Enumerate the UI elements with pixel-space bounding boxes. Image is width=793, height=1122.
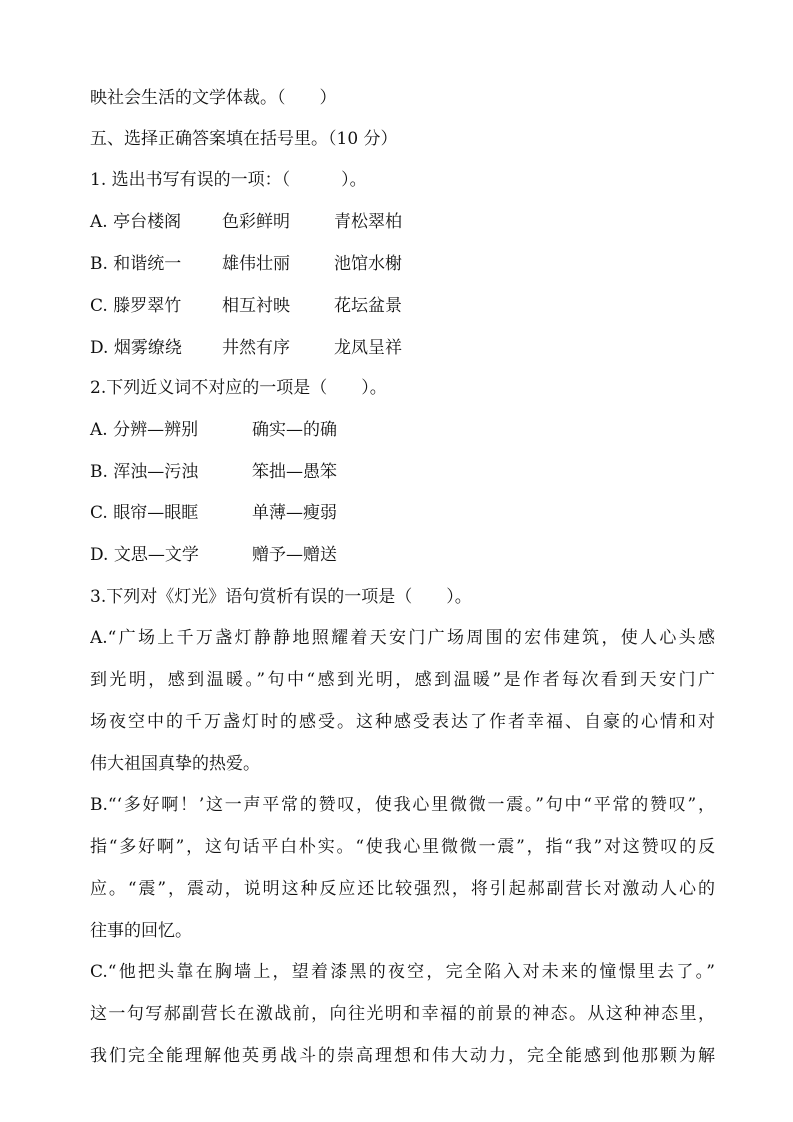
option-item: 确实—的确 <box>252 420 337 440</box>
q1-option-b <box>90 252 715 276</box>
paragraph-line: 指“多好啊”，这句话平白朴实。“使我心里微微一震”，指“我”对这赞叹的反 <box>90 837 715 857</box>
paragraph-line: 到光明，感到温暖。”句中“感到光明，感到温暖”是作者每次看到天安门广 <box>90 670 715 690</box>
option-item: 青松翠柏 <box>334 212 402 232</box>
paragraph-line: 伟大祖国真挚的热爱。 <box>90 754 260 774</box>
section-heading: 五、选择正确答案填在括号里。（10 分） <box>90 129 398 149</box>
option-item: 雄伟壮丽 <box>222 254 290 274</box>
option-item: A. 亭台楼阁 <box>90 212 182 232</box>
paragraph-line: 场夜空中的千万盏灯时的感受。这种感受表达了作者幸福、自豪的心情和对 <box>90 712 715 732</box>
option-item: B. 和谐统一 <box>90 254 182 274</box>
paragraph-line: 往事的回忆。 <box>90 921 192 941</box>
option-item: 井然有序 <box>222 338 290 358</box>
paragraph-line: B.“‘多好啊！’这一声平常的赞叹，使我心里微微一震。”句中“平常的赞叹”， <box>90 795 715 815</box>
paragraph-line: 我们完全能理解他英勇战斗的崇高理想和伟大动力，完全能感到他那颗为解 <box>90 1046 715 1066</box>
paragraph-line: 应。“震”，震动，说明这种反应还比较强烈，将引起郝副营长对激动人心的 <box>90 879 715 899</box>
option-item: 赠予—赠送 <box>252 545 337 565</box>
option-item: D. 文思—文学 <box>90 545 199 565</box>
option-item: 色彩鲜明 <box>222 212 290 232</box>
question-2: 2.下列近义词不对应的一项是（ ）。 <box>90 378 387 398</box>
q1-option-d <box>90 336 715 360</box>
paragraph-line: C.“他把头靠在胸墙上，望着漆黑的夜空，完全陷入对未来的憧憬里去了。” <box>90 962 715 982</box>
paragraph-line: 这一句写郝副营长在激战前，向往光明和幸福的前景的神态。从这种神态里， <box>90 1004 715 1024</box>
question-1: 1. 选出书写有误的一项：（ ）。 <box>90 170 367 190</box>
text-line: 映社会生活的文学体裁。（ ） <box>90 88 337 108</box>
q2-option-b <box>90 460 715 484</box>
q2-option-c <box>90 501 715 525</box>
option-item: 龙凤呈祥 <box>334 338 402 358</box>
option-item: C. 眼帘—眼眶 <box>90 503 199 523</box>
q2-option-a <box>90 418 715 442</box>
option-item: A. 分辨—辨别 <box>90 420 199 440</box>
option-item: 花坛盆景 <box>334 296 402 316</box>
q1-option-c <box>90 294 715 318</box>
q1-option-a <box>90 210 715 234</box>
option-item: C. 滕罗翠竹 <box>90 296 182 316</box>
option-item: 单薄—瘦弱 <box>252 503 337 523</box>
option-item: 笨拙—愚笨 <box>252 462 337 482</box>
option-item: 相互衬映 <box>222 296 290 316</box>
q2-option-d <box>90 543 715 567</box>
option-item: 池馆水榭 <box>334 254 402 274</box>
option-item: D. 烟雾缭绕 <box>90 338 182 358</box>
option-item: B. 浑浊—污浊 <box>90 462 199 482</box>
question-3: 3.下列对《灯光》语句赏析有误的一项是（ ）。 <box>90 587 472 607</box>
paragraph-line: A.“广场上千万盏灯静静地照耀着天安门广场周围的宏伟建筑，使人心头感 <box>90 628 715 648</box>
